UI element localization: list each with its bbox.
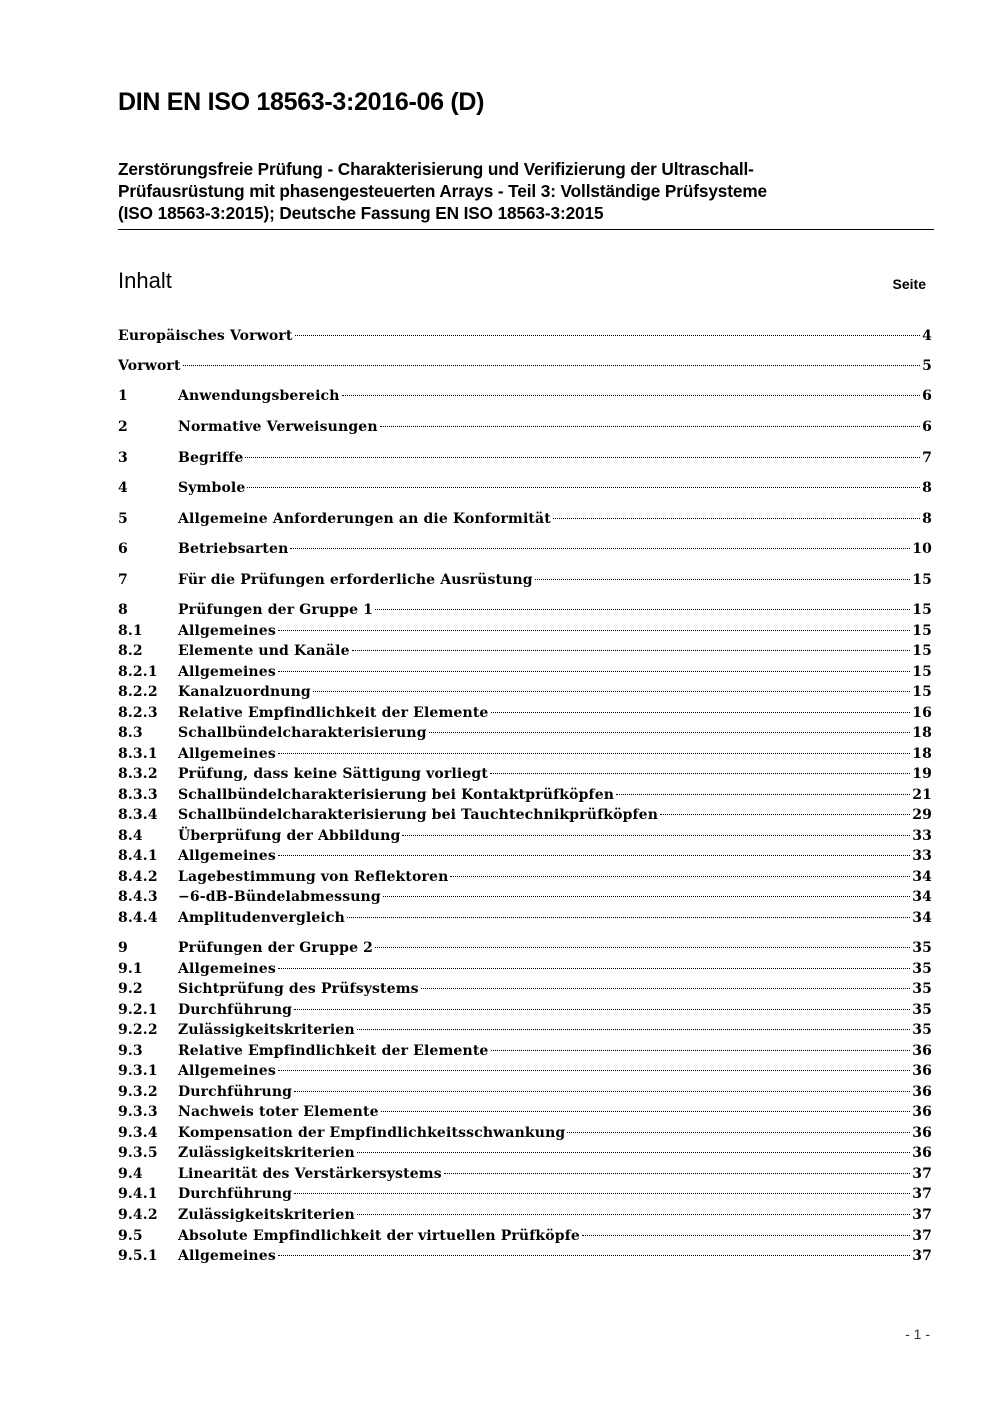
toc-entry-title: Kompensation der Empfindlichkeitsschwankung (178, 1125, 566, 1141)
toc-entry-title: Zulässigkeitskriterien (178, 1207, 355, 1223)
toc-entry[interactable] (118, 703, 932, 723)
toc-entry-page: 16 (912, 705, 932, 721)
toc-entry-page: 6 (922, 419, 932, 435)
toc-leader-dots (402, 835, 910, 836)
toc-leader-dots (375, 947, 910, 948)
toc-leader-dots (535, 579, 910, 580)
toc-entry-page: 29 (912, 807, 932, 823)
toc-entry-page: 37 (912, 1228, 932, 1244)
toc-entry-number: 8.4.3 (118, 889, 158, 905)
toc-entry-title: Europäisches Vorwort (118, 328, 293, 344)
toc-entry[interactable] (118, 1246, 932, 1266)
toc-entry-title: Überprüfung der Abbildung (178, 828, 401, 844)
toc-leader-dots (553, 518, 920, 519)
toc-entry-page: 34 (912, 869, 932, 885)
toc-entry[interactable] (118, 570, 932, 590)
toc-leader-dots (375, 609, 910, 610)
toc-entry-number: 9.3.2 (118, 1084, 158, 1100)
toc-entry-title: Begriffe (178, 450, 244, 466)
toc-entry[interactable] (118, 723, 932, 743)
toc-leader-dots (347, 917, 910, 918)
subtitle-line-1: Zerstörungsfreie Prüfung - Charakterisierung und Verifizierung der Ultraschall- (118, 159, 754, 179)
toc-entry-page: 15 (912, 664, 932, 680)
toc-entry[interactable] (118, 326, 932, 346)
toc-entry[interactable] (118, 1082, 932, 1102)
toc-entry-title: Prüfungen der Gruppe 1 (178, 602, 374, 618)
toc-entry-page: 18 (912, 725, 932, 741)
toc-entry-page: 34 (912, 910, 932, 926)
toc-entry-number: 8.2.1 (118, 664, 158, 680)
toc-entry-title: Allgemeines (178, 664, 276, 680)
toc-entry-page: 36 (912, 1104, 932, 1120)
toc-entry-title: Symbole (178, 480, 246, 496)
toc-entry-title: Zulässigkeitskriterien (178, 1022, 355, 1038)
toc-entry-page: 10 (912, 541, 932, 557)
toc-entry-title: Lagebestimmung von Reflektoren (178, 869, 449, 885)
toc-leader-dots (582, 1235, 910, 1236)
toc-entry-number: 9.3.5 (118, 1145, 158, 1161)
toc-entry-page: 35 (912, 1002, 932, 1018)
toc-entry-page: 35 (912, 1022, 932, 1038)
toc-entry[interactable] (118, 1061, 932, 1081)
toc-entry-number: 8.1 (118, 623, 143, 639)
toc-entry[interactable] (118, 621, 932, 641)
toc-entry-title: Allgemeines (178, 1063, 276, 1079)
toc-entry-title: Vorwort (118, 358, 181, 374)
toc-leader-dots (245, 457, 920, 458)
toc-entry[interactable] (118, 908, 932, 928)
toc-entry-title: Für die Prüfungen erforderliche Ausrüstung (178, 572, 533, 588)
toc-leader-dots (294, 1091, 910, 1092)
toc-entry-number: 8.3.1 (118, 746, 158, 762)
toc-entry-number: 9.4 (118, 1166, 143, 1182)
toc-leader-dots (616, 794, 910, 795)
toc-entry[interactable] (118, 600, 932, 620)
toc-leader-dots (357, 1152, 910, 1153)
toc-entry-title: Absolute Empfindlichkeit der virtuellen Prüfköpfe (178, 1228, 580, 1244)
toc-entry[interactable] (118, 509, 932, 529)
toc-entry-title: Allgemeines (178, 746, 276, 762)
toc-entry-page: 15 (912, 623, 932, 639)
document-subtitle (118, 158, 934, 224)
toc-entry-page: 15 (912, 572, 932, 588)
toc-entry-page: 35 (912, 981, 932, 997)
toc-entry-title: Allgemeines (178, 961, 276, 977)
toc-entry-number: 9.2.2 (118, 1022, 158, 1038)
toc-entry-number: 1 (118, 388, 128, 404)
toc-leader-dots (278, 753, 910, 754)
document-title: DIN EN ISO 18563-3:2016-06 (D) (118, 88, 485, 116)
toc-entry[interactable] (118, 785, 932, 805)
toc-entry-page: 35 (912, 940, 932, 956)
toc-entry-page: 33 (912, 848, 932, 864)
toc-entry-title: Kanalzuordnung (178, 684, 311, 700)
toc-leader-dots (444, 1173, 910, 1174)
toc-entry[interactable] (118, 1226, 932, 1246)
toc-entry-page: 36 (912, 1063, 932, 1079)
toc-entry-page: 8 (922, 480, 932, 496)
toc-leader-dots (660, 814, 910, 815)
toc-leader-dots (247, 487, 920, 488)
toc-entry-title: Relative Empfindlichkeit der Elemente (178, 1043, 489, 1059)
toc-entry-number: 8.3.4 (118, 807, 158, 823)
toc-entry-number: 7 (118, 572, 128, 588)
toc-entry-title: Durchführung (178, 1084, 293, 1100)
toc-entry[interactable] (118, 1102, 932, 1122)
page-column-label: Seite (892, 276, 926, 292)
toc-entry-number: 9.2 (118, 981, 143, 997)
toc-entry-number: 4 (118, 480, 128, 496)
toc-entry-page: 5 (922, 358, 932, 374)
toc-entry-title: Schallbündelcharakterisierung (178, 725, 427, 741)
toc-heading: Inhalt (118, 268, 172, 293)
toc-entry-title: Durchführung (178, 1186, 293, 1202)
toc-entry[interactable] (118, 1184, 932, 1204)
toc-entry-title: Prüfungen der Gruppe 2 (178, 940, 374, 956)
toc-leader-dots (567, 1132, 910, 1133)
page-number: - 1 - (905, 1326, 930, 1342)
toc-entry[interactable] (118, 805, 932, 825)
toc-leader-dots (278, 1070, 910, 1071)
toc-entry[interactable] (118, 356, 932, 376)
toc-entry-number: 9.4.2 (118, 1207, 158, 1223)
toc-entry-page: 35 (912, 961, 932, 977)
toc-leader-dots (380, 426, 920, 427)
toc-entry[interactable] (118, 478, 932, 498)
toc-entry-number: 9.3.1 (118, 1063, 158, 1079)
toc-entry[interactable] (118, 1205, 932, 1225)
toc-leader-dots (352, 650, 911, 651)
toc-entry-page: 15 (912, 684, 932, 700)
toc-entry[interactable] (118, 1020, 932, 1040)
toc-entry[interactable] (118, 764, 932, 784)
toc-leader-dots (421, 988, 910, 989)
toc-entry[interactable] (118, 846, 932, 866)
toc-entry-page: 18 (912, 746, 932, 762)
toc-entry-number: 9.3.4 (118, 1125, 158, 1141)
toc-entry[interactable] (118, 1143, 932, 1163)
toc-leader-dots (295, 335, 921, 336)
toc-entry-number: 8.2.3 (118, 705, 158, 721)
toc-entry-number: 8.3 (118, 725, 143, 741)
toc-entry-page: 37 (912, 1166, 932, 1182)
toc-entry-page: 37 (912, 1186, 932, 1202)
toc-entry[interactable] (118, 1000, 932, 1020)
toc-entry[interactable] (118, 1041, 932, 1061)
toc-entry[interactable] (118, 959, 932, 979)
toc-entry-title: Normative Verweisungen (178, 419, 378, 435)
toc-entry-page: 4 (922, 328, 932, 344)
toc-entry-number: 8.3.3 (118, 787, 158, 803)
toc-entry[interactable] (118, 979, 932, 999)
toc-entry-title: Nachweis toter Elemente (178, 1104, 379, 1120)
toc-leader-dots (450, 876, 910, 877)
toc-leader-dots (357, 1214, 910, 1215)
toc-leader-dots (490, 773, 910, 774)
toc-entry-title: Allgemeines (178, 1248, 276, 1264)
toc-entry[interactable] (118, 1123, 932, 1143)
toc-leader-dots (383, 896, 910, 897)
toc-leader-dots (313, 691, 910, 692)
toc-entry[interactable] (118, 938, 932, 958)
toc-entry-page: 34 (912, 889, 932, 905)
toc-entry-title: Sichtprüfung des Prüfsystems (178, 981, 419, 997)
toc-leader-dots (278, 1255, 910, 1256)
toc-leader-dots (294, 1193, 910, 1194)
toc-entry-number: 9.5 (118, 1228, 143, 1244)
toc-entry-number: 8.4.4 (118, 910, 158, 926)
toc-leader-dots (290, 548, 910, 549)
toc-entry-page: 33 (912, 828, 932, 844)
subtitle-line-2: Prüfausrüstung mit phasengesteuerten Arrays - Teil 3: Vollständige Prüfsysteme (118, 181, 767, 201)
toc-entry-number: 8.4.2 (118, 869, 158, 885)
toc-entry-title: Relative Empfindlichkeit der Elemente (178, 705, 489, 721)
toc-entry-title: Schallbündelcharakterisierung bei Kontaktprüfköpfen (178, 787, 615, 803)
toc-leader-dots (491, 712, 911, 713)
toc-entry-number: 8.4 (118, 828, 143, 844)
toc-entry-number: 9.4.1 (118, 1186, 158, 1202)
toc-leader-dots (357, 1029, 910, 1030)
toc-entry[interactable] (118, 448, 932, 468)
toc-leader-dots (429, 732, 911, 733)
toc-entry-page: 7 (922, 450, 932, 466)
toc-entry-title: Durchführung (178, 1002, 293, 1018)
toc-entry-page: 36 (912, 1125, 932, 1141)
toc-entry-number: 3 (118, 450, 128, 466)
subtitle-line-3: (ISO 18563-3:2015); Deutsche Fassung EN ISO 18563-3:2015 (118, 203, 604, 223)
toc-entry[interactable] (118, 1164, 932, 1184)
toc-entry-title: Allgemeines (178, 848, 276, 864)
toc-entry-title: Linearität des Verstärkersystems (178, 1166, 442, 1182)
toc-entry[interactable] (118, 867, 932, 887)
toc-entry-title: Allgemeine Anforderungen an die Konformität (178, 511, 551, 527)
toc-entry-number: 8 (118, 602, 128, 618)
toc-entry-page: 15 (912, 602, 932, 618)
toc-entry-number: 9.5.1 (118, 1248, 158, 1264)
toc-entry[interactable] (118, 826, 932, 846)
toc-entry[interactable] (118, 386, 932, 406)
toc-entry-page: 37 (912, 1248, 932, 1264)
toc-leader-dots (278, 855, 910, 856)
toc-entry[interactable] (118, 887, 932, 907)
toc-entry[interactable] (118, 662, 932, 682)
toc-entry-number: 9 (118, 940, 128, 956)
toc-entry-title: Schallbündelcharakterisierung bei Tauchtechnikprüfköpfen (178, 807, 659, 823)
toc-entry[interactable] (118, 539, 932, 559)
toc-entry-page: 8 (922, 511, 932, 527)
toc-entry-title: Betriebsarten (178, 541, 289, 557)
toc-entry-number: 9.1 (118, 961, 143, 977)
toc-entry-number: 8.2.2 (118, 684, 158, 700)
toc-entry-page: 21 (912, 787, 932, 803)
toc-entry[interactable] (118, 744, 932, 764)
toc-entry-number: 9.3.3 (118, 1104, 158, 1120)
toc-entry-number: 2 (118, 419, 128, 435)
toc-leader-dots (278, 630, 910, 631)
toc-entry-number: 6 (118, 541, 128, 557)
toc-leader-dots (183, 365, 921, 366)
toc-leader-dots (491, 1050, 911, 1051)
toc-entry[interactable] (118, 641, 932, 661)
toc-entry-title: Elemente und Kanäle (178, 643, 350, 659)
toc-leader-dots (342, 395, 921, 396)
toc-leader-dots (294, 1009, 910, 1010)
toc-entry-title: Allgemeines (178, 623, 276, 639)
toc-entry-page: 37 (912, 1207, 932, 1223)
toc-entry-title: Prüfung, dass keine Sättigung vorliegt (178, 766, 488, 782)
toc-entry-number: 8.3.2 (118, 766, 158, 782)
toc-entry-title: Zulässigkeitskriterien (178, 1145, 355, 1161)
toc-entry-page: 19 (912, 766, 932, 782)
toc-entry[interactable] (118, 417, 932, 437)
toc-entry-page: 6 (922, 388, 932, 404)
toc-leader-dots (278, 968, 910, 969)
toc-entry-page: 36 (912, 1145, 932, 1161)
toc-leader-dots (381, 1111, 911, 1112)
toc-entry-number: 9.2.1 (118, 1002, 158, 1018)
toc-entry-page: 15 (912, 643, 932, 659)
toc-entry-number: 8.2 (118, 643, 143, 659)
toc-entry-page: 36 (912, 1084, 932, 1100)
toc-entry-number: 8.4.1 (118, 848, 158, 864)
toc-entry-title: Amplitudenvergleich (178, 910, 345, 926)
toc-entry-title: Anwendungsbereich (178, 388, 340, 404)
toc-entry[interactable] (118, 682, 932, 702)
toc-entry-title: −6-dB-Bündelabmessung (178, 889, 381, 905)
toc-leader-dots (278, 671, 910, 672)
title-divider (118, 229, 934, 230)
toc-entry-number: 9.3 (118, 1043, 143, 1059)
toc-entry-page: 36 (912, 1043, 932, 1059)
toc-entry-number: 5 (118, 511, 128, 527)
